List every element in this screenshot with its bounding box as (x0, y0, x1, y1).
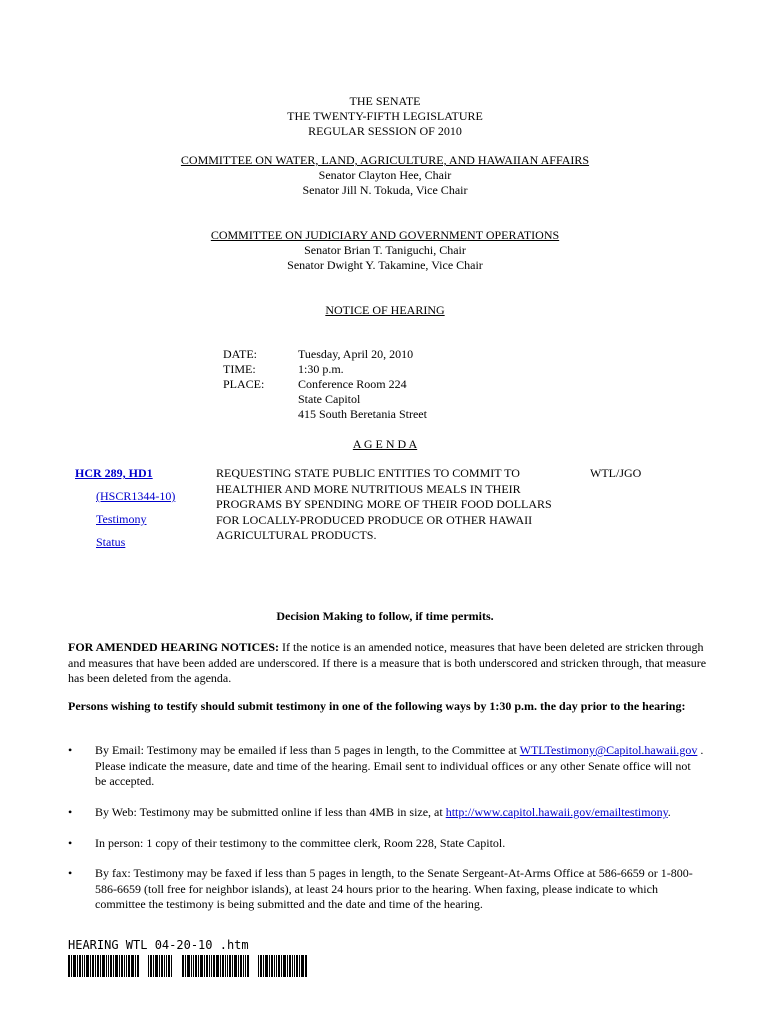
agenda-title (0, 437, 770, 452)
committee-2-vice-chair: Senator Dwight Y. Takamine, Vice Chair (287, 258, 483, 272)
web-instruction (95, 805, 705, 821)
time-label: TIME: (223, 362, 256, 376)
amended-notice-label: FOR AMENDED HEARING NOTICES: (68, 640, 280, 654)
hscr-link[interactable]: (HSCR1344-10) (96, 489, 176, 503)
email-text-post: . Please indicate the measure, date and time of the hearing. Email sent to individual offices or any other Senate office will not be accepted. (95, 743, 704, 788)
place-line-2: State Capitol (298, 392, 361, 406)
in-person-instruction: In person: 1 copy of their testimony to the committee clerk, Room 228, State Capitol. (95, 836, 506, 850)
testimony-link[interactable]: Testimony (96, 512, 147, 526)
committee-1 (0, 153, 770, 198)
committee-2-chair: Senator Brian T. Taniguchi, Chair (304, 243, 466, 257)
committee-referral: WTL/JGO (590, 466, 642, 480)
amended-notice (68, 640, 708, 687)
email-link[interactable]: WTLTestimony@Capitol.hawaii.gov (519, 743, 698, 757)
bullet-icon: • (68, 836, 73, 850)
bullet-icon: • (68, 743, 73, 757)
header-line-2: THE TWENTY-FIFTH LEGISLATURE (287, 109, 483, 123)
committee-1-name: COMMITTEE ON WATER, LAND, AGRICULTURE, AND HAWAIIAN AFFAIRS (180, 153, 590, 167)
committee-2 (0, 228, 770, 273)
description-line: REQUESTING STATE PUBLIC ENTITIES TO COMMIT TO (216, 466, 520, 480)
bullet-icon: • (68, 866, 73, 880)
time-value: 1:30 p.m. (298, 362, 344, 376)
committee-1-chair: Senator Clayton Hee, Chair (318, 168, 452, 182)
bullet-icon: • (68, 805, 73, 819)
amended-notice-text: If the notice is an amended notice, measures that have been deleted are stricken through and measures that have been added are underscored. If there is a measure that is both underscored and stricken through, that measure has been deleted from the agenda. (68, 640, 707, 685)
date-value: Tuesday, April 20, 2010 (298, 347, 414, 361)
decision-making-note: Decision Making to follow, if time permits. (276, 609, 494, 623)
agenda-item-links (75, 466, 175, 550)
header-line-3: REGULAR SESSION OF 2010 (308, 124, 462, 138)
description-line: FOR LOCALLY-PRODUCED PRODUCE OR OTHER HAWAII (216, 512, 533, 527)
testify-intro: Persons wishing to testify should submit testimony in one of the following ways by 1:30 p.m. the day prior to the hearing: (68, 699, 686, 713)
place-label: PLACE: (223, 377, 265, 391)
email-instruction (95, 743, 705, 790)
file-name: HEARING WTL 04-20-10 .htm (68, 938, 249, 952)
description-line: HEALTHIER AND MORE NUTRITIOUS MEALS IN THEIR (216, 481, 521, 496)
agenda-title-text: A G E N D A (352, 437, 418, 451)
description-line: PROGRAMS BY SPENDING MORE OF THEIR FOOD DOLLARS (216, 497, 552, 511)
web-testimony-link[interactable]: http://www.capitol.hawaii.gov/emailtestimony (445, 805, 668, 819)
agenda-item-description (216, 466, 576, 544)
barcode-image (68, 955, 308, 977)
fax-instruction: By fax: Testimony may be faxed if less than 5 pages in length, to the Senate Sergeant-At-Arms Office at 586-6659 or 1-800-586-6659 (toll free for neighbor islands), at least 24 hours prior to the hearing. When faxing, please indicate to which committee the testimony is being submitted and the date and time of the hearing. (95, 866, 693, 911)
description-line: AGRICULTURAL PRODUCTS. (216, 528, 377, 542)
web-text-post: . (667, 805, 671, 819)
status-link[interactable]: Status (96, 535, 126, 549)
committee-1-vice-chair: Senator Jill N. Tokuda, Vice Chair (302, 183, 468, 197)
senate-header (0, 94, 770, 139)
measure-link[interactable]: HCR 289, HD1 (75, 466, 153, 480)
notice-title (0, 303, 770, 318)
committee-2-name: COMMITTEE ON JUDICIARY AND GOVERNMENT OPERATIONS (210, 228, 560, 242)
place-line-3: 415 South Beretania Street (298, 407, 427, 421)
place-line-1: Conference Room 224 (298, 377, 407, 391)
notice-title-text: NOTICE OF HEARING (325, 303, 445, 317)
header-line-1: THE SENATE (349, 94, 421, 108)
date-label: DATE: (223, 347, 257, 361)
web-text: By Web: Testimony may be submitted online if less than 4MB in size, at (95, 805, 446, 819)
email-text: By Email: Testimony may be emailed if less than 5 pages in length, to the Committee at (95, 743, 520, 757)
